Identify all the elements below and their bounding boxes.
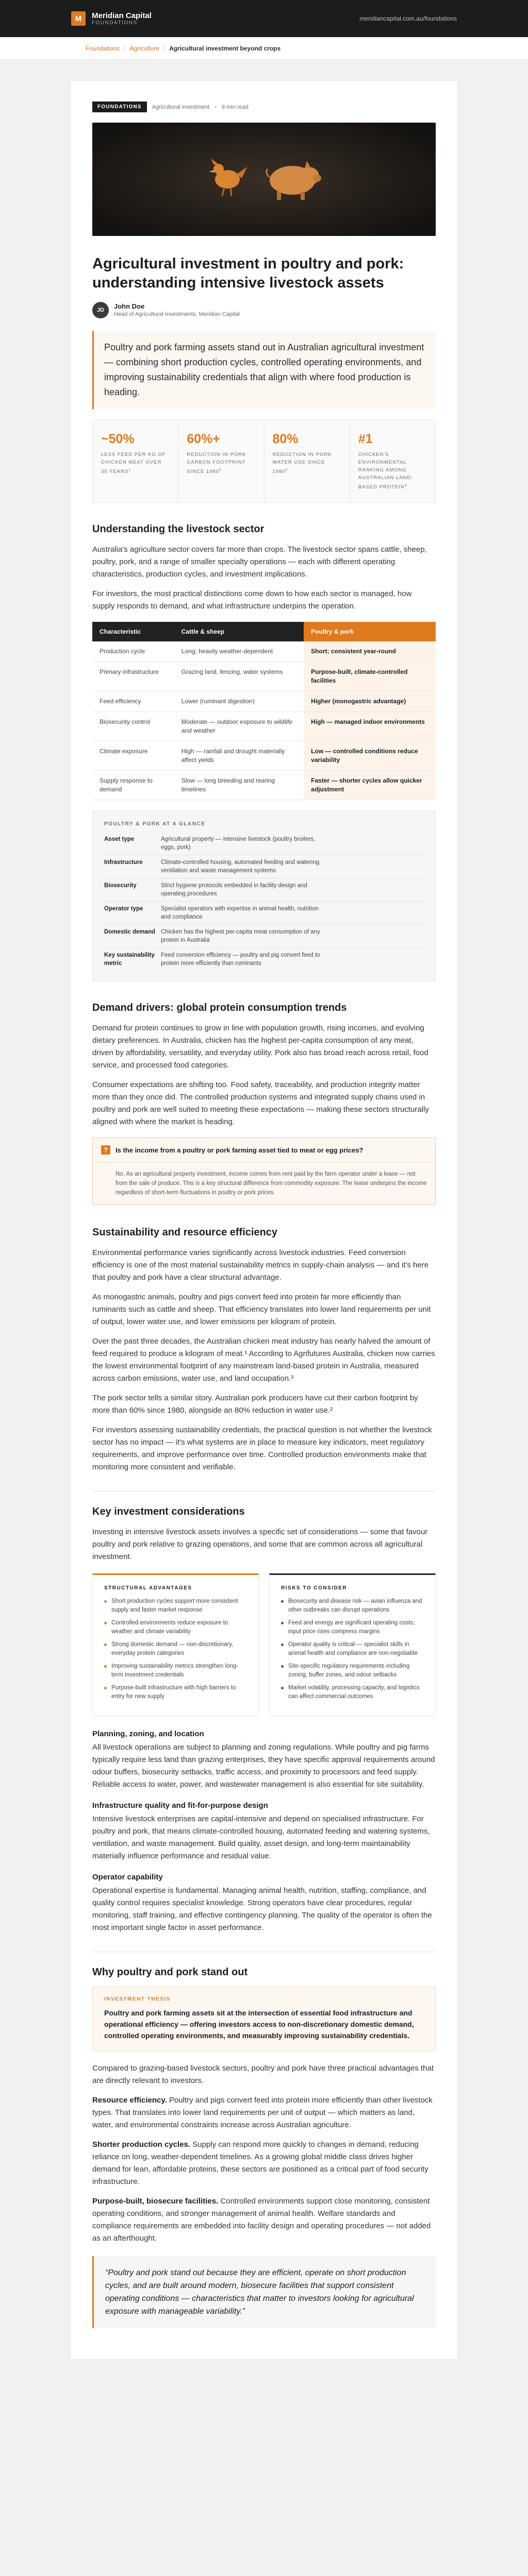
glance-key: Key sustainability metric	[104, 952, 155, 967]
glance-row	[104, 902, 424, 925]
comparison-table	[92, 622, 436, 800]
advantages-title: STRUCTURAL ADVANTAGES	[104, 1585, 192, 1591]
paragraph: Environmental performance varies significantly across livestock industries. Feed conversion efficiency is one of the most material sustainability metrics in supply-chain analysis — and it's here that poultry and pork have a clear structural advantage.	[92, 1248, 429, 1282]
paragraph-kicker: Resource efficiency.	[92, 2096, 167, 2105]
brand-title: Meridian Capital	[92, 11, 152, 20]
article-card	[70, 80, 458, 2360]
subsection-heading: Planning, zoning, and location	[92, 1730, 204, 1739]
list-item: Strong domestic demand — non-discretionary, everyday protein categories	[104, 1640, 247, 1658]
stat-ranking	[350, 420, 435, 502]
subsection-heading: Infrastructure quality and fit-for-purpose design	[92, 1801, 268, 1810]
brand[interactable]	[71, 11, 152, 26]
glance-key: Operator type	[104, 906, 143, 912]
brand-subtitle: FOUNDATIONS	[92, 20, 138, 26]
column-header: Cattle & sheep	[174, 622, 304, 641]
table-cell: Biosecurity control	[92, 712, 174, 741]
section-heading: Demand drivers: global protein consumption trends	[92, 1002, 347, 1014]
column-header: Poultry & pork	[304, 622, 436, 641]
stats-strip	[92, 419, 436, 503]
top-bar	[0, 0, 528, 37]
glance-key: Domestic demand	[104, 929, 156, 936]
list-item: Short production cycles support more consistent supply and faster market response	[104, 1597, 247, 1615]
paragraph: As monogastric animals, poultry and pigs convert feed into protein far more efficiently than ruminants such as cattle and sheep. That efficiency translates into lower land requirements per unit of output, lower water use, and lower emissions per kilogram of protein.	[92, 1293, 431, 1327]
subsection-heading: Operator capability	[92, 1873, 163, 1882]
section-heading: Why poultry and pork stand out	[92, 1967, 248, 1978]
glance-row	[104, 878, 424, 902]
site-link[interactable]: meridiancapital.com.au/foundations	[359, 15, 457, 22]
glance-title: POULTRY & PORK AT A GLANCE	[104, 821, 206, 827]
stat-label: CHICKEN'S ENVIRONMENTAL RANKING AMONG AUSTRALIAN LAND-BASED PROTEIN$^3$	[358, 452, 414, 490]
glance-row	[104, 832, 424, 855]
read-time: 8 min read	[221, 104, 249, 110]
considerations-columns	[92, 1573, 436, 1716]
stat-value: 60%+	[187, 432, 220, 446]
paragraph	[92, 2195, 436, 2245]
chicken-and-pig-illustration	[92, 123, 436, 236]
paragraph-kicker: Shorter production cycles.	[92, 2140, 191, 2149]
paragraph: Over the past three decades, the Australian chicken meat industry has nearly halved the amount of feed required to produce a kilogram of meat.¹ According to Agrifutures Australia, chicken now carries the lowest environmental footprint of any mainstream land-based protein in Australia, measured across carbon emissions, water use, and land occupation.³	[92, 1337, 435, 1383]
faq-box	[92, 1138, 436, 1205]
list-item: Biosecurity and disease risk — avian influenza and other outbreaks can disrupt operations	[281, 1597, 424, 1615]
paragraph: The pork sector tells a similar story. Australian pork producers have cut their carbon footprint by more than 60% since 1980, alongside an 80% reduction in water use.²	[92, 1394, 418, 1415]
table-row	[92, 771, 436, 800]
section-heading: Understanding the livestock sector	[92, 523, 265, 535]
table-row	[92, 741, 436, 771]
table-cell: Grazing land, fencing, water systems	[174, 662, 304, 691]
paragraph: All livestock operations are subject to planning and zoning regulations. While poultry and pig farms typically require less land than grazing enterprises, they have specific approval requirements around odour buffers, biosecurity setbacks, traffic access, and proximity to processors and feed supply. Reliable access to water, power, and wastewater management is also essential for site suitability.	[92, 1743, 435, 1789]
hero-image	[92, 123, 436, 236]
section-heading: Key investment considerations	[92, 1506, 245, 1518]
stat-feed	[93, 420, 178, 502]
glance-key: Asset type	[104, 836, 135, 843]
question-icon: ?	[101, 1145, 110, 1155]
list-item: Operator quality is critical — specialist skills in animal health and compliance are non-negotiable	[281, 1640, 424, 1658]
table-row	[92, 691, 436, 712]
author-block	[92, 302, 436, 318]
glance-row	[104, 855, 424, 878]
breadcrumb-separator: /	[163, 44, 166, 52]
table-header-row	[92, 622, 436, 641]
stat-value: #1	[358, 432, 373, 446]
table-cell: Production cycle	[92, 641, 174, 662]
paragraph: Consumer expectations are shifting too. Food safety, traceability, and production integrity matter more than they once did. The controlled production systems and integrated supply chains used in poultry and pork are well suited to meeting these expectations — making these sectors structurally aligned with where the market is heading.	[92, 1080, 429, 1127]
article-title: Agricultural investment in poultry and pork: understanding intensive livestock assets	[92, 256, 404, 291]
table-cell: Faster — shorter cycles allow quicker adjustment	[304, 771, 436, 800]
lead-paragraph: Poultry and pork farming assets stand out in Australian agricultural investment — combining short production cycles, controlled operating environments, and improving sustainability credentials that align with where food production is heading.	[92, 331, 436, 409]
paragraph-text: Controlled environments support close monitoring, consistent operating conditions, and stronger management of animal health. Welfare standards and compliance requirements are embedded into facility design and operating procedures — not added as an afterthought.	[92, 2197, 431, 2243]
table-cell: Purpose-built, climate-controlled facilities	[304, 662, 436, 691]
paragraph: Compared to grazing-based livestock sectors, poultry and pork have three practical advantages that are directly relevant to investors.	[92, 2064, 434, 2086]
table-row	[92, 712, 436, 741]
divider	[92, 1491, 436, 1492]
stat-label: REDUCTION IN PORK WATER USE SINCE 1980$^2$	[272, 452, 332, 475]
breadcrumb-agriculture[interactable]: Agriculture	[129, 44, 159, 52]
glance-value: Chicken has the highest per-capita meat consumption of any protein in Australia	[161, 929, 320, 944]
glance-value: Climate-controlled housing, automated feeding and watering, ventilation and waste management systems	[161, 859, 321, 874]
paragraph: For investors, the most practical distinctions come down to how each sector is managed, how supply responds to demand, and what infrastructure underpins the operation.	[92, 589, 412, 611]
brand-logo: M	[71, 11, 86, 26]
faq-question-text: Is the income from a poultry or pork farming asset tied to meat or egg prices?	[116, 1146, 364, 1154]
paragraph-kicker: Purpose-built, biosecure facilities.	[92, 2197, 219, 2206]
risks-box	[269, 1573, 436, 1716]
stat-value: 80%	[272, 432, 299, 446]
list-item: Purpose-built infrastructure with high barriers to entry for new supply	[104, 1684, 247, 1701]
paragraph	[92, 2139, 436, 2188]
meta-dot: •	[214, 104, 217, 110]
glance-value: Agricultural property — intensive livestock (poultry broilers, eggs, pork)	[161, 836, 316, 851]
list-item: Controlled environments reduce exposure to weather and climate variability	[104, 1619, 247, 1636]
glance-key: Biosecurity	[104, 883, 137, 889]
table-cell: Supply response to demand	[92, 771, 174, 800]
list-item: Feed and energy are significant operating costs; input price rises compress margins	[281, 1619, 424, 1636]
table-cell: Short; consistent year-round	[304, 641, 436, 662]
section-heading: Sustainability and resource efficiency	[92, 1227, 278, 1239]
table-cell: Feed efficiency	[92, 691, 174, 712]
table-cell: Slow — long breeding and rearing timelines	[174, 771, 304, 800]
author-name: John Doe	[114, 302, 145, 310]
table-cell: Primary infrastructure	[92, 662, 174, 691]
breadcrumb-separator: /	[124, 44, 126, 52]
glance-value: Strict hygiene protocols embedded in facility design and operating procedures	[161, 883, 307, 897]
article-category: Agricultural investment	[152, 104, 210, 110]
stat-value: ~50%	[101, 432, 135, 446]
table-cell: Lower (ruminant digestion)	[174, 691, 304, 712]
glance-key: Infrastructure	[104, 859, 143, 866]
breadcrumb	[0, 37, 528, 60]
table-cell: Moderate — outdoor exposure to wildlife and weather	[174, 712, 304, 741]
list-item: Site-specific regulatory requirements including zoning, buffer zones, and odour setbacks	[281, 1662, 424, 1680]
stat-label: LESS FEED PER KG OF CHICKEN MEAT OVER 35 YEARS$^1$	[101, 452, 166, 475]
faq-question[interactable]	[93, 1138, 435, 1162]
risks-title: RISKS TO CONSIDER	[281, 1585, 348, 1591]
paragraph: Demand for protein continues to grow in line with population growth, rising incomes, and evolving dietary preferences. In Australia, chicken has the highest per-capita consumption of any meat, driven by affordability, versatility, and everyday utility. Pork also has broad reach across retail, food service, and processed food categories.	[92, 1024, 428, 1070]
table-cell: Low — controlled conditions reduce variability	[304, 741, 436, 771]
table-cell: Long; heavily weather-dependent	[174, 641, 304, 662]
glance-row	[104, 925, 424, 948]
at-a-glance-box	[92, 810, 436, 981]
author-role: Head of Agricultural Investments, Meridian Capital	[114, 311, 240, 317]
column-header: Characteristic	[92, 622, 174, 641]
paragraph: Intensive livestock enterprises are capital-intensive and depend on specialised infrastructure. For poultry and pork, that means climate-controlled housing, automated feeding and watering systems, ventilation, and waste management. Build quality, asset design, and long-term maintainability materially influence performance and residual value.	[92, 1815, 430, 1861]
thesis-tag: INVESTMENT THESIS	[104, 1996, 171, 2003]
investment-thesis-box	[92, 1987, 436, 2051]
paragraph: Operational expertise is fundamental. Managing animal health, nutrition, staffing, compliance, and quality control requires specialist knowledge. Strong operators have clear procedures, regular monitoring, staff training, and effective contingency planning. The quality of the operator is often the most important single factor in asset performance.	[92, 1886, 432, 1933]
list-item: Improving sustainability metrics strengthen long-term investment credentials	[104, 1662, 247, 1680]
table-cell: Climate exposure	[92, 741, 174, 771]
stat-label: REDUCTION IN PORK CARBON FOOTPRINT SINCE 1980$^2$	[187, 452, 246, 475]
paragraph-text: Supply can respond more quickly to changes in demand, reducing reliance on long, weather-dependent timelines. As a growing global middle class drives higher demand for lean, affordable proteins, these sectors are positioned as a critical part of food security infrastructure.	[92, 2140, 428, 2187]
table-cell: Higher (monogastric advantage)	[304, 691, 436, 712]
faq-answer: No. As an agricultural property investment, income comes from rent paid by the farm operator under a lease — not from the sale of produce. This is a key structural difference from commodity exposure. The lease underpins the income regardless of short-term fluctuations in poultry or pork prices.	[116, 1171, 427, 1196]
list-item: Market volatility, processing capacity, and logistics can affect commercial outcomes	[281, 1684, 424, 1701]
paragraph: For investors assessing sustainability credentials, the practical question is not whether the livestock sector has no impact — it's what systems are in place to measure key indicators, meet regulatory requirements, and improve performance over time. Controlled production environments make that monitoring more consistent and verifiable.	[92, 1426, 432, 1472]
paragraph: Investing in intensive livestock assets involves a specific set of considerations — some that favour poultry and pork relative to grazing operations, and some that are common across all agricultural investment.	[92, 1528, 428, 1562]
advantages-box	[92, 1573, 259, 1716]
glance-value: Feed conversion efficiency — poultry and pig convert feed to protein more efficiently than ruminants	[161, 952, 320, 967]
pull-quote: “Poultry and pork stand out because they are efficient, operate on short production cycles, and are built around modern, biosecure facilities that support consistent operating conditions — characteristics that matter to investors looking for agricultural exposure with manageable variability.”	[92, 2256, 436, 2328]
category-tag[interactable]: FOUNDATIONS	[92, 101, 147, 112]
thesis-text: Poultry and pork farming assets sit at the intersection of essential food infrastructure and operational efficiency — offering investors access to non-discretionary domestic demand, controlled operating environments, and measurably improving sustainability credentials.	[104, 2009, 414, 2040]
paragraph: Australia's agriculture sector covers far more than crops. The livestock sector spans cattle, sheep, poultry, pork, and a range of smaller specialty operations — each with different operating characteristics, production cycles, and investment implications.	[92, 545, 427, 579]
breadcrumb-foundations[interactable]: Foundations	[86, 44, 120, 52]
stat-carbon	[178, 420, 264, 502]
paragraph-text: Poultry and pigs convert feed into protein more efficiently than other livestock types. That translates into lower land requirements per unit of output — which matters as land, water, and environmental constraints increase across Australian agriculture.	[92, 2096, 433, 2130]
table-row	[92, 641, 436, 662]
article-meta	[92, 101, 436, 112]
paragraph	[92, 2094, 436, 2131]
glance-row	[104, 948, 424, 971]
stat-water	[265, 420, 350, 502]
table-row	[92, 662, 436, 691]
avatar: JD	[92, 302, 109, 318]
table-cell: High — managed indoor environments	[304, 712, 436, 741]
table-cell: High — rainfall and drought materially affect yields	[174, 741, 304, 771]
glance-value: Specialist operators with expertise in animal health, nutrition and compliance	[161, 906, 319, 921]
breadcrumb-current: Agricultural investment beyond crops	[169, 44, 281, 52]
